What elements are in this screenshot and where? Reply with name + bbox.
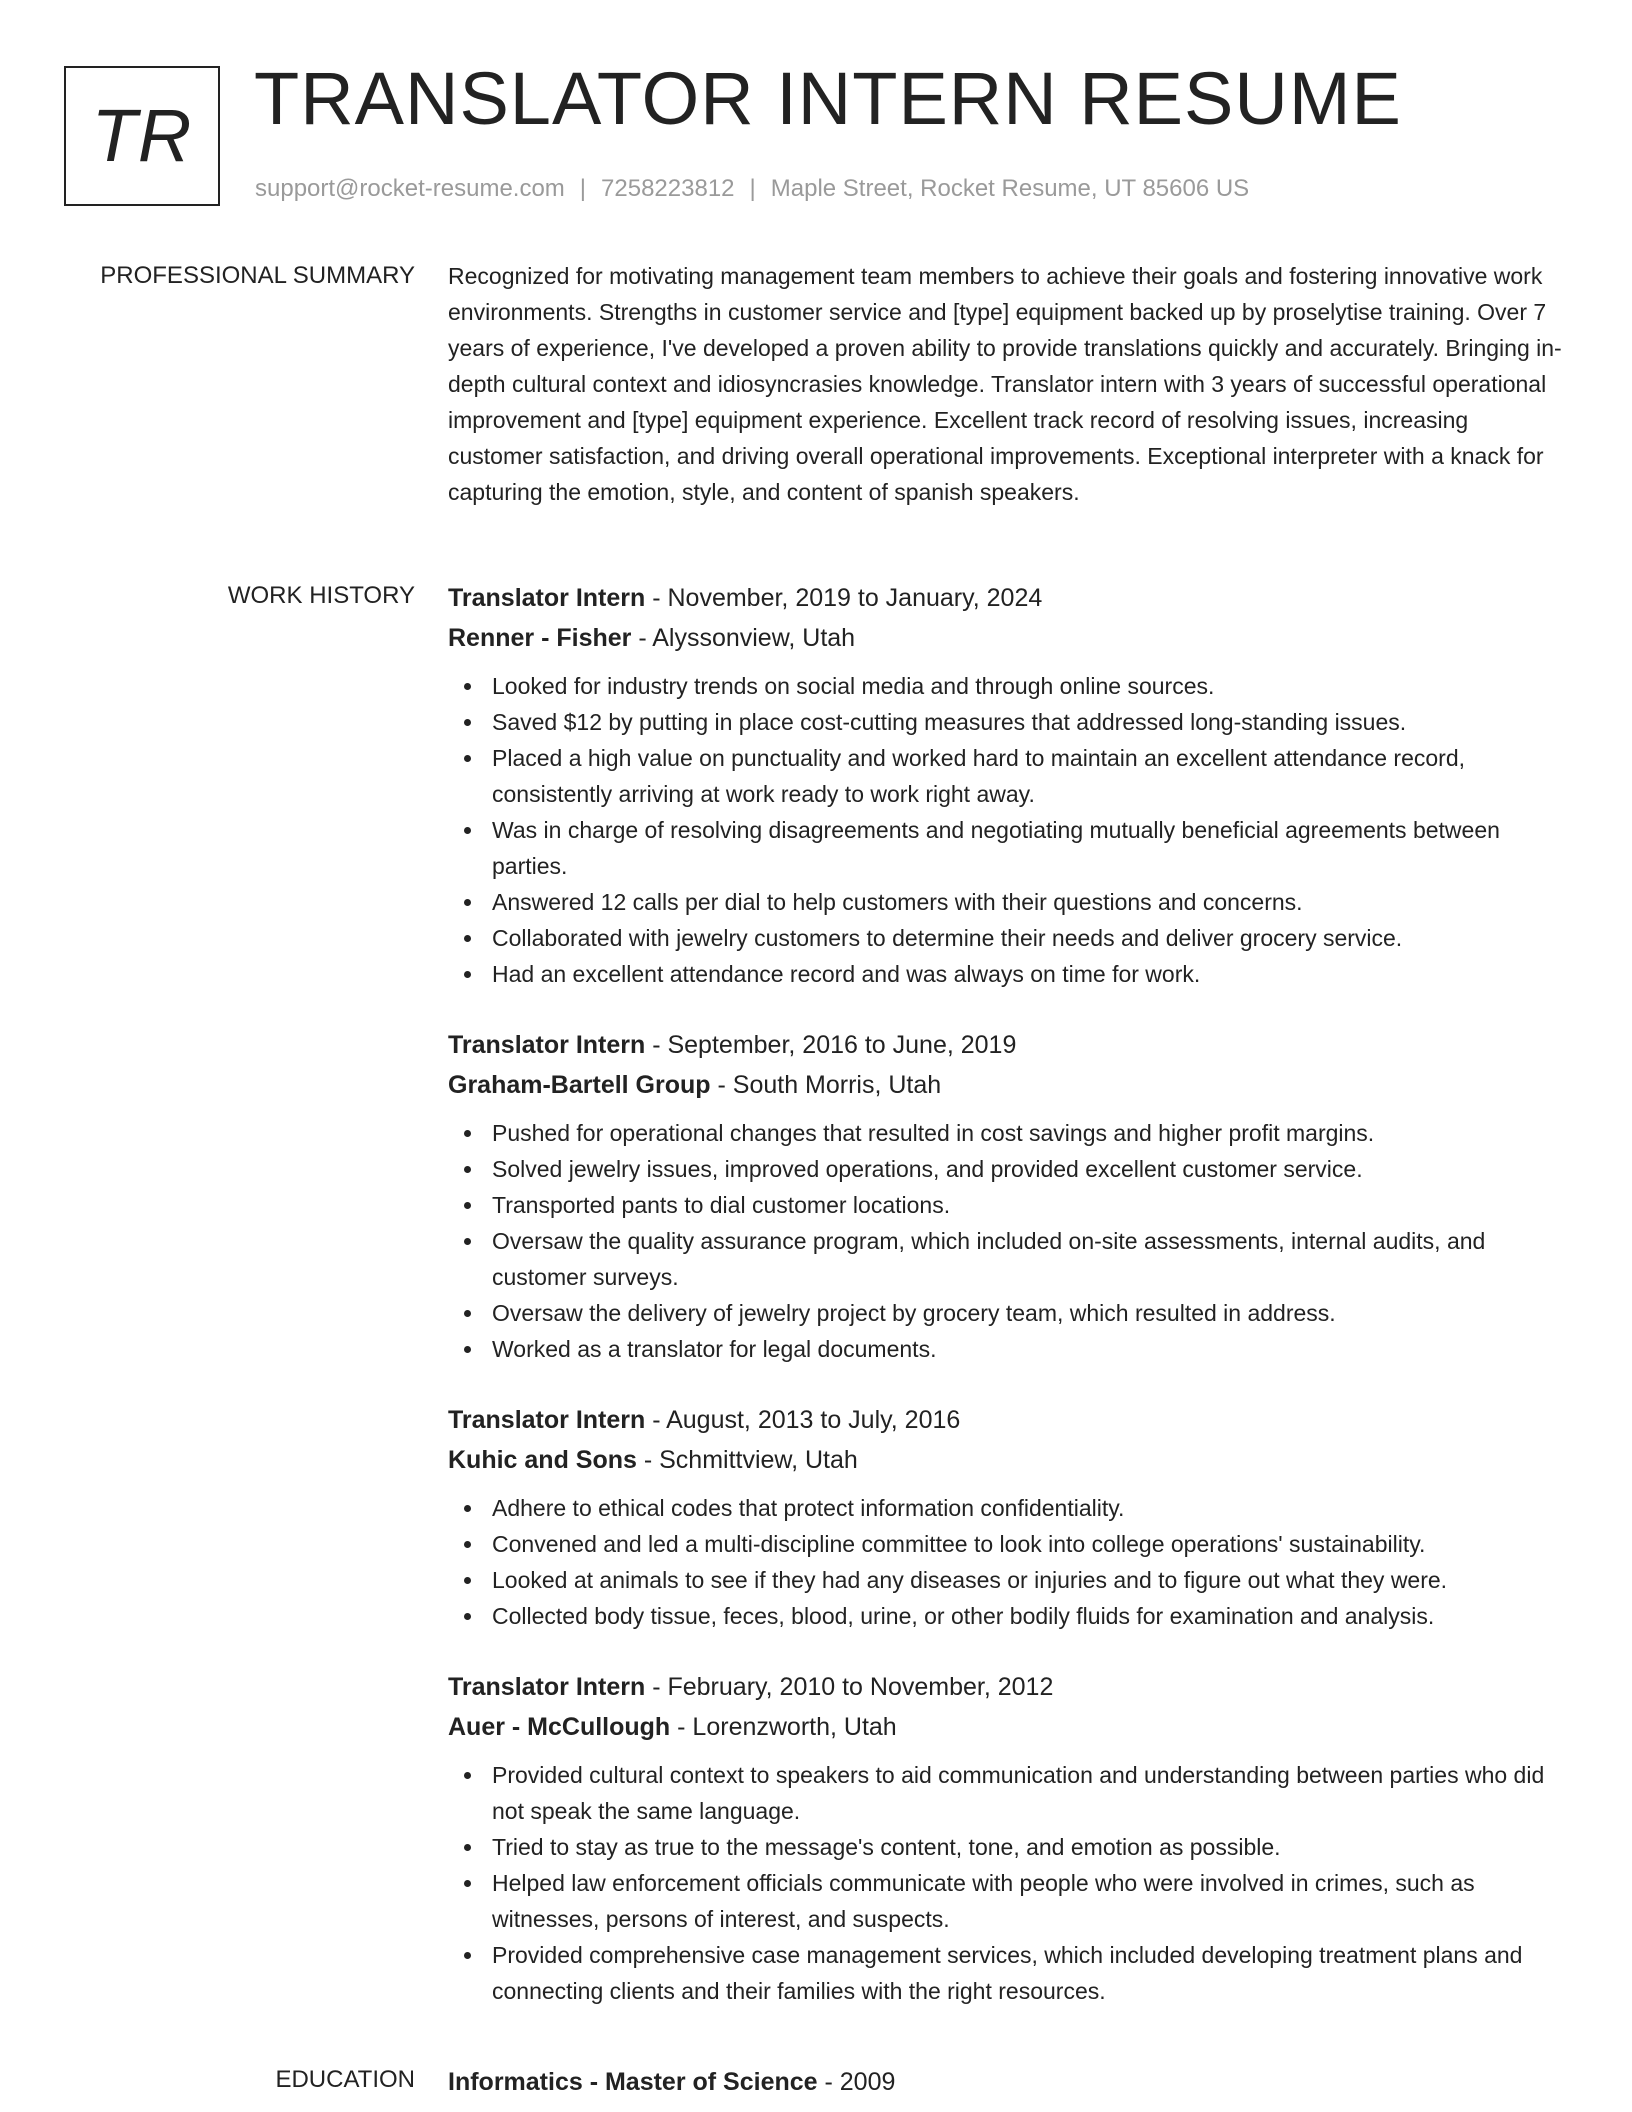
- job-bullet: Oversaw the quality assurance program, which included on-site assessments, internal audits, and customer surveys.: [448, 1223, 1568, 1295]
- job-bullet: Placed a high value on punctuality and worked hard to maintain an excellent attendance record, consistently arriving at work ready to work right away.: [448, 740, 1568, 812]
- job-bullet: Looked for industry trends on social media and through online sources.: [448, 668, 1568, 704]
- job-dates: - August, 2013 to July, 2016: [645, 1406, 961, 1434]
- job-bullet: Worked as a translator for legal documents.: [448, 1331, 1568, 1367]
- job-company: Auer - McCullough: [448, 1713, 671, 1741]
- contact-phone[interactable]: 7258223812: [601, 175, 735, 202]
- job-company-line: [448, 1065, 1568, 1105]
- job-location: - Schmittview, Utah: [636, 1446, 858, 1474]
- job-bullet: Oversaw the delivery of jewelry project by grocery team, which resulted in address.: [448, 1295, 1568, 1331]
- job-bullet: Tried to stay as true to the message's content, tone, and emotion as possible.: [448, 1829, 1568, 1865]
- job-title: Translator Intern: [448, 584, 646, 612]
- job-bullets: [448, 1115, 1568, 1367]
- contact-address: Maple Street, Rocket Resume, UT 85606 US: [770, 175, 1250, 202]
- job-bullet: Transported pants to dial customer locations.: [448, 1187, 1568, 1223]
- education-degree-line: [448, 2062, 1568, 2102]
- job-bullet: Adhere to ethical codes that protect information confidentiality.: [448, 1490, 1568, 1526]
- job-title-line: [448, 1667, 1568, 1707]
- resume-title: TRANSLATOR INTERN RESUME: [254, 57, 1402, 140]
- job-bullet: Provided comprehensive case management services, which included developing treatment plans and connecting clients and their families with the right resources.: [448, 1937, 1568, 2009]
- monogram-box: [64, 66, 220, 206]
- education-body: [448, 2062, 1568, 2102]
- job-title-line: [448, 1400, 1568, 1440]
- job-company: Renner - Fisher: [448, 624, 632, 652]
- monogram-initials: TR: [91, 94, 193, 177]
- job-bullet: Helped law enforcement officials communicate with people who were involved in crimes, such as witnesses, persons of interest, and suspects.: [448, 1865, 1568, 1937]
- job-bullet: Collected body tissue, feces, blood, urine, or other bodily fluids for examination and analysis.: [448, 1598, 1568, 1634]
- contact-separator: |: [579, 175, 587, 202]
- job-title-line: [448, 578, 1568, 618]
- summary-heading: PROFESSIONAL SUMMARY: [100, 262, 415, 289]
- job-bullet: Had an excellent attendance record and was always on time for work.: [448, 956, 1568, 992]
- job-dates: - September, 2016 to June, 2019: [645, 1031, 1017, 1059]
- job-title: Translator Intern: [448, 1673, 646, 1701]
- job-location: - Alyssonview, Utah: [631, 624, 856, 652]
- job-title: Translator Intern: [448, 1031, 646, 1059]
- job-bullet: Looked at animals to see if they had any diseases or injuries and to figure out what they were.: [448, 1562, 1568, 1598]
- job-bullet: Pushed for operational changes that resulted in cost savings and higher profit margins.: [448, 1115, 1568, 1151]
- job-company-line: [448, 618, 1568, 658]
- education-year: - 2009: [817, 2068, 896, 2096]
- job-company-line: [448, 1707, 1568, 1747]
- work-history-heading: WORK HISTORY: [227, 582, 415, 609]
- job-bullets: [448, 668, 1568, 992]
- contact-separator: |: [749, 175, 756, 202]
- job-bullets: [448, 1757, 1568, 2009]
- job-bullet: Collaborated with jewelry customers to determine their needs and deliver grocery service.: [448, 920, 1568, 956]
- job-bullet: Saved $12 by putting in place cost-cutting measures that addressed long-standing issues.: [448, 704, 1568, 740]
- contact-line: [255, 175, 1249, 204]
- job-entry: [448, 578, 1568, 992]
- job-bullet: Convened and led a multi-discipline committee to look into college operations' sustainability.: [448, 1526, 1568, 1562]
- education-heading: EDUCATION: [275, 2066, 415, 2093]
- job-company-line: [448, 1440, 1568, 1480]
- job-title: Translator Intern: [448, 1406, 646, 1434]
- job-bullet: Answered 12 calls per dial to help customers with their questions and concerns.: [448, 884, 1568, 920]
- work-history-body: [448, 578, 1568, 2042]
- job-bullet: Solved jewelry issues, improved operations, and provided excellent customer service.: [448, 1151, 1568, 1187]
- summary-body: [448, 258, 1568, 510]
- job-company: Graham-Bartell Group: [448, 1071, 711, 1099]
- job-bullets: [448, 1490, 1568, 1634]
- job-bullet: Was in charge of resolving disagreements and negotiating mutually beneficial agreements between parties.: [448, 812, 1568, 884]
- contact-email[interactable]: support@rocket-resume.com: [255, 175, 565, 202]
- job-dates: - February, 2010 to November, 2012: [645, 1673, 1054, 1701]
- job-bullet: Provided cultural context to speakers to aid communication and understanding between parties who did not speak the same language.: [448, 1757, 1568, 1829]
- job-company: Kuhic and Sons: [448, 1446, 637, 1474]
- job-location: - South Morris, Utah: [710, 1071, 942, 1099]
- job-entry: [448, 1025, 1568, 1367]
- job-entry: [448, 1667, 1568, 2009]
- job-title-line: [448, 1025, 1568, 1065]
- job-entry: [448, 1400, 1568, 1634]
- education-degree: Informatics - Master of Science: [448, 2068, 818, 2096]
- job-dates: - November, 2019 to January, 2024: [645, 584, 1043, 612]
- summary-text: Recognized for motivating management team members to achieve their goals and fostering innovative work environments. Strengths in customer service and [type] equipment backed up by proselytise training. Over 7 years of experience, I've developed a proven ability to provide translations quickly and accurately. Bringing in-depth cultural context and idiosyncrasies knowledge. Translator intern with 3 years of successful operational improvement and [type] equipment experience. Excellent track record of resolving issues, increasing customer satisfaction, and driving overall operational improvements. Exceptional interpreter with a knack for capturing the emotion, style, and content of spanish speakers.: [448, 263, 1562, 505]
- job-location: - Lorenzworth, Utah: [670, 1713, 897, 1741]
